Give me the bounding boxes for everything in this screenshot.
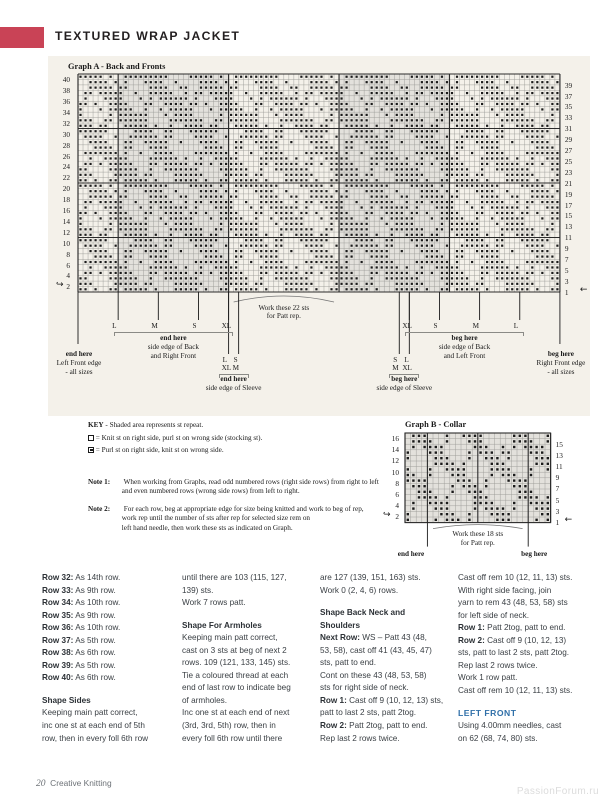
- repeat-note-line2: for Patt rep.: [266, 312, 301, 320]
- beg-here-sleeve-label: beg here: [391, 375, 418, 383]
- graph-a-row-label-left: 20: [62, 184, 70, 194]
- key-label: KEY: [88, 421, 104, 429]
- section-heading: Shoulders: [320, 620, 361, 630]
- text-column-2: [182, 572, 310, 745]
- graph-a-row-label-right: 39: [564, 80, 573, 90]
- instruction-row: Row 32: As 14th row.: [42, 573, 121, 582]
- watermark: PassionForum.ru: [516, 786, 599, 797]
- graph-a-repeat-note: [229, 304, 339, 320]
- instruction-line: Keeping main patt correct,: [42, 708, 138, 718]
- row-label: Row 38:: [42, 648, 74, 658]
- paragraph-gap: [42, 685, 170, 695]
- beg-here-sleeve-line1: side edge of Sleeve: [376, 384, 433, 392]
- row-label: Row 37:: [42, 635, 74, 645]
- graph-b-row-label-right: 13: [555, 450, 563, 460]
- graph-b-row-label-left: 6: [395, 490, 399, 499]
- repeat-note-line1: Work these 22 sts: [258, 304, 310, 312]
- instruction-line: Tie a coloured thread at each: [182, 670, 289, 680]
- sleeve-size-XL-left: XL: [221, 364, 232, 372]
- graph-a-row-label-right: 33: [564, 113, 573, 123]
- size-marker-S-right: S: [433, 322, 438, 330]
- note-1: [88, 478, 428, 497]
- key-item-purl-text: = Purl st on right side, knit st on wrong side.: [95, 445, 224, 454]
- magazine-name: Creative Knitting: [50, 778, 112, 788]
- graph-a-row-label-left: 22: [62, 173, 70, 183]
- beg-here-back-label: beg here: [451, 334, 478, 342]
- graph-b-row1-arrow-icon: ←: [564, 515, 573, 525]
- instruction-line: Cast off rem 10 (12, 11, 13) sts.: [458, 685, 573, 695]
- graph-b-row-label-right: 5: [555, 495, 560, 505]
- graph-a-row-label-right: 15: [564, 211, 573, 221]
- beg-here-right-front-line2: - all sizes: [547, 368, 575, 376]
- end-here-back-line2: and Right Front: [150, 352, 197, 360]
- graph-a-row-label-left: 18: [62, 195, 70, 205]
- beg-here-right-front-line1: Right Front edge: [536, 359, 586, 367]
- section-heading-blue: LEFT FRONT: [458, 708, 517, 719]
- graph-a-row-label-right: 7: [564, 255, 569, 265]
- section-heading: Shape Back Neck and: [320, 608, 406, 618]
- graph-b-repeat-line2: for Patt rep.: [460, 538, 495, 547]
- row-label: Row 35:: [42, 610, 74, 620]
- note-2-line2: work rep until the number of sts after rep for selected size rem on: [121, 514, 311, 523]
- section-heading: Shape Sides: [42, 695, 91, 705]
- graph-a-row-label-left: 8: [66, 249, 70, 259]
- graph-b-end-here: end here: [397, 549, 425, 558]
- graph-a-row-label-left: 38: [62, 86, 70, 96]
- note-2: [88, 505, 428, 533]
- beg-here-back-line2: and Left Front: [443, 352, 486, 360]
- graph-b-row-label-left: 14: [391, 445, 399, 455]
- sleeve-size-L-right: L: [404, 356, 409, 364]
- instruction-line: sts for right side of neck.: [320, 683, 409, 693]
- instruction-line: Cast off rem 10 (12, 11, 13) sts.: [458, 573, 573, 582]
- graph-a-row-label-right: 1: [564, 287, 569, 297]
- graph-a-row-label-right: 23: [564, 167, 573, 177]
- instruction-row: Row 40: As 6th row.: [42, 673, 116, 683]
- key-item-purl: [88, 446, 262, 454]
- graph-a-row-label-right: 35: [564, 102, 573, 112]
- graph-b-row-label-left: 12: [391, 456, 399, 466]
- paragraph-gap: [320, 597, 448, 607]
- graph-a-row-label-left: 28: [62, 140, 70, 150]
- graph-b-row-label-left: 8: [395, 478, 399, 488]
- note-1-line1: When working from Graphs, read odd numbered rows (right side rows) from right to left: [123, 478, 379, 486]
- note-1-label: Note 1:: [88, 478, 111, 486]
- instruction-row: Row 2: Cast off 9 (10, 12, 13): [458, 635, 567, 645]
- graph-a-row-label-right: 13: [564, 222, 573, 232]
- graph-a-row-label-left: 2: [66, 282, 70, 292]
- beg-here-right-front-label: beg here: [547, 350, 574, 358]
- instruction-row: Next Row: WS – Patt 43 (48,: [320, 633, 427, 643]
- graph-a-row-label-left: 34: [62, 107, 70, 117]
- graph-a-row-label-right: 3: [564, 276, 569, 286]
- graph-a-row-label-right: 31: [564, 124, 573, 134]
- page-footer: [36, 778, 112, 789]
- graph-a-row-label-left: 32: [62, 118, 70, 128]
- row-label: Row 2:: [458, 635, 485, 645]
- end-here-left-front-line2: - all sizes: [65, 368, 93, 376]
- beg-here-back-line1: side edge of Back: [438, 343, 491, 351]
- row-label: Next Row:: [320, 633, 361, 643]
- size-marker-M-left: M: [151, 322, 158, 330]
- instruction-line: on 62 (68, 74, 80) sts.: [458, 733, 538, 743]
- sleeve-size-L-left: L: [222, 356, 227, 364]
- instruction-row: Row 33: As 9th row.: [42, 585, 116, 595]
- end-here-left-front-label: end here: [65, 350, 93, 358]
- instruction-line: Work 0 (2, 4, 6) rows.: [320, 585, 399, 595]
- instruction-line: Rep last 2 rows twice.: [458, 660, 538, 670]
- graph-b-start-arrow-icon: ↪: [383, 510, 391, 521]
- instruction-line: Keeping main patt correct,: [182, 633, 278, 643]
- instruction-line: for left side of neck.: [458, 610, 529, 620]
- graph-a-row-label-right: 29: [564, 135, 573, 145]
- graph-b-repeat-line1: Work these 18 sts: [452, 529, 504, 538]
- instruction-line: Inc one st at each end of next: [182, 708, 290, 718]
- graph-a-row-label-left: 24: [62, 162, 70, 172]
- dotted-square-icon: [88, 447, 94, 453]
- instruction-row: Row 1: Cast off 9 (10, 12, 13) sts,: [320, 695, 444, 705]
- instruction-line: row, then in every foll 6th row: [42, 733, 149, 743]
- size-marker-S-left: S: [192, 322, 197, 330]
- graph-a-row-label-left: 40: [62, 75, 70, 85]
- graph-b-row-label-right: 3: [555, 506, 560, 516]
- end-here-back-label: end here: [160, 334, 187, 342]
- graph-a-chart: [48, 56, 590, 416]
- instruction-line: rows. 109 (121, 133, 145) sts.: [182, 658, 291, 668]
- instruction-row: Row 35: As 9th row.: [42, 610, 116, 620]
- graph-a-row-label-left: 16: [62, 206, 70, 215]
- sleeve-size-M-right: M: [392, 364, 399, 372]
- graph-a-row-label-right: 11: [564, 233, 572, 243]
- instruction-line: end of last row to indicate beg: [182, 683, 291, 693]
- graph-a-row-label-right: 9: [564, 244, 569, 254]
- row-label: Row 40:: [42, 673, 74, 683]
- instruction-line: yarn to rem 43 (48, 53, 58) sts: [458, 598, 568, 608]
- instruction-line: patt to last 2 sts, patt 2tog.: [320, 708, 417, 718]
- instruction-row: Row 39: As 5th row.: [42, 660, 116, 670]
- graph-a-row-label-right: 19: [564, 189, 573, 199]
- end-here-back-line1: side edge of Back: [147, 343, 200, 351]
- row-label: Row 33:: [42, 585, 74, 595]
- key-heading-text: - Shaded area represents st repeat.: [105, 421, 204, 429]
- instruction-line: of armholes.: [182, 695, 228, 705]
- instruction-row: Row 2: Patt 2tog, patt to end.: [320, 721, 428, 731]
- row-label: Row 1:: [458, 623, 485, 633]
- graph-a-row-label-left: 10: [62, 238, 70, 248]
- graph-b-row-label-right: 7: [555, 484, 560, 494]
- header-accent-bar: [0, 27, 44, 48]
- paragraph-gap: [458, 697, 586, 707]
- instruction-line: Work 1 row patt.: [458, 673, 518, 683]
- graph-b-row-label-left: 4: [395, 501, 399, 511]
- start-arrow-icon: ↪: [56, 280, 64, 291]
- graph-b-row-label-right: 9: [555, 473, 560, 483]
- graph-b-row-label-right: 1: [555, 518, 560, 527]
- row1-arrow-icon: ←: [579, 284, 588, 295]
- sleeve-size-S-left: S: [233, 356, 238, 364]
- size-marker-L-left: L: [112, 322, 117, 330]
- note-2-label: Note 2:: [88, 505, 111, 513]
- graph-a-row-label-left: 12: [62, 227, 70, 237]
- graph-a-row-label-left: 4: [66, 271, 70, 281]
- note-2-line3: left hand needle, then work these sts as indicated on Graph.: [121, 523, 293, 532]
- size-marker-XL-right: XL: [402, 322, 412, 330]
- graph-b-row-label-left: 10: [391, 467, 399, 477]
- key-item-knit-text: = Knit st on right side, purl st on wrong side (stocking st).: [95, 434, 263, 442]
- graph-a-row-label-left: 30: [62, 129, 70, 139]
- graph-a-row-label-right: 5: [564, 265, 569, 275]
- sleeve-size-M-left: M: [232, 364, 240, 372]
- end-here-sleeve-line1: side edge of Sleeve: [205, 384, 262, 392]
- instruction-line: (3rd, 3rd, 5th) row, then in: [182, 721, 276, 731]
- note-2-line1: For each row, beg at appropriate edge for size being knitted and work to beg of rep,: [123, 505, 364, 513]
- end-here-left-front-line1: Left Front edge: [56, 359, 102, 367]
- instruction-line: 53, 58), cast off 41 (43, 45, 47): [320, 645, 432, 655]
- row-label: Row 39:: [42, 660, 74, 670]
- graph-a-row-label-right: 25: [564, 156, 573, 166]
- sleeve-size-XL-right: XL: [402, 364, 412, 372]
- section-heading: Shape For Armholes: [182, 620, 262, 630]
- row-label: Row 34:: [42, 598, 74, 608]
- graph-a-title: Graph A - Back and Fronts: [68, 62, 166, 71]
- instruction-line: Rep last 2 rows twice.: [320, 733, 400, 743]
- instruction-line: cast on 3 sts at beg of next 2: [182, 645, 287, 655]
- instruction-line: Work 7 rows patt.: [182, 598, 246, 608]
- instruction-row: Row 38: As 6th row.: [42, 648, 116, 658]
- size-marker-XL-left: XL: [221, 322, 232, 330]
- text-column-4: [458, 572, 586, 745]
- key-heading: [88, 421, 262, 429]
- instruction-line: inc one st at each end of 5th: [42, 721, 145, 731]
- instruction-line: Cont on these 43 (48, 53, 58): [320, 670, 427, 680]
- empty-square-icon: [88, 435, 94, 441]
- instruction-line: sts, patt to end.: [320, 658, 376, 668]
- graph-a-row-label-left: 36: [62, 97, 70, 106]
- graph-a-row-label-left: 26: [62, 151, 70, 161]
- instruction-line: Using 4.00mm needles, cast: [458, 721, 562, 731]
- instruction-row: Row 36: As 10th row.: [42, 623, 121, 633]
- size-marker-L-right: L: [513, 322, 519, 330]
- row-label: Row 2:: [320, 721, 347, 731]
- text-column-3: [320, 572, 448, 745]
- graph-a-row-label-left: 14: [62, 216, 70, 226]
- row-label: Row 32:: [42, 573, 74, 582]
- sleeve-size-S-right: S: [393, 356, 398, 364]
- instruction-line: sts, patt to last 2 sts, patt 2tog.: [458, 648, 570, 658]
- graph-b-row-label-right: 11: [555, 462, 563, 471]
- graph-a-row-label-right: 27: [564, 146, 573, 156]
- row-label: Row 1:: [320, 695, 347, 705]
- size-marker-M-right: M: [472, 322, 479, 330]
- graph-b-beg-here: beg here: [521, 549, 548, 558]
- graph-b-row-label-right: 15: [555, 439, 563, 449]
- instruction-line: 139) sts.: [182, 585, 214, 595]
- graph-a-row-label-right: 37: [564, 91, 573, 101]
- note-1-line2: and even numbered rows (wrong side rows) from left to right.: [121, 487, 300, 496]
- end-here-sleeve-label: end here: [220, 375, 247, 383]
- key-item-knit: [88, 434, 262, 442]
- graph-b-title: Graph B - Collar: [405, 420, 467, 429]
- instruction-line: With right side facing, join: [458, 585, 552, 595]
- page-title: TEXTURED WRAP JACKET: [55, 29, 241, 43]
- graph-a-row-label-right: 21: [564, 178, 573, 188]
- graph-a-row-label-left: 6: [66, 260, 70, 270]
- instruction-line: are 127 (139, 151, 163) sts.: [320, 573, 421, 582]
- graph-panel: [48, 56, 590, 416]
- graph-a-row-label-right: 17: [564, 200, 573, 210]
- graph-b-row-label-left: 2: [395, 512, 399, 522]
- page-number: 20: [36, 779, 46, 789]
- instruction-row: Row 34: As 10th row.: [42, 598, 121, 608]
- chart-key: [88, 421, 262, 457]
- instruction-row: Row 37: As 5th row.: [42, 635, 116, 645]
- instruction-line: until there are 103 (115, 127,: [182, 573, 287, 582]
- row-label: Row 36:: [42, 623, 74, 633]
- instruction-line: every foll 6th row until there: [182, 733, 283, 743]
- instruction-row: Row 1: Patt 2tog, patt to end.: [458, 623, 566, 633]
- graph-b-row-label-left: 16: [391, 434, 399, 443]
- text-column-1: [42, 572, 170, 745]
- page-header: [0, 27, 609, 49]
- paragraph-gap: [182, 610, 310, 620]
